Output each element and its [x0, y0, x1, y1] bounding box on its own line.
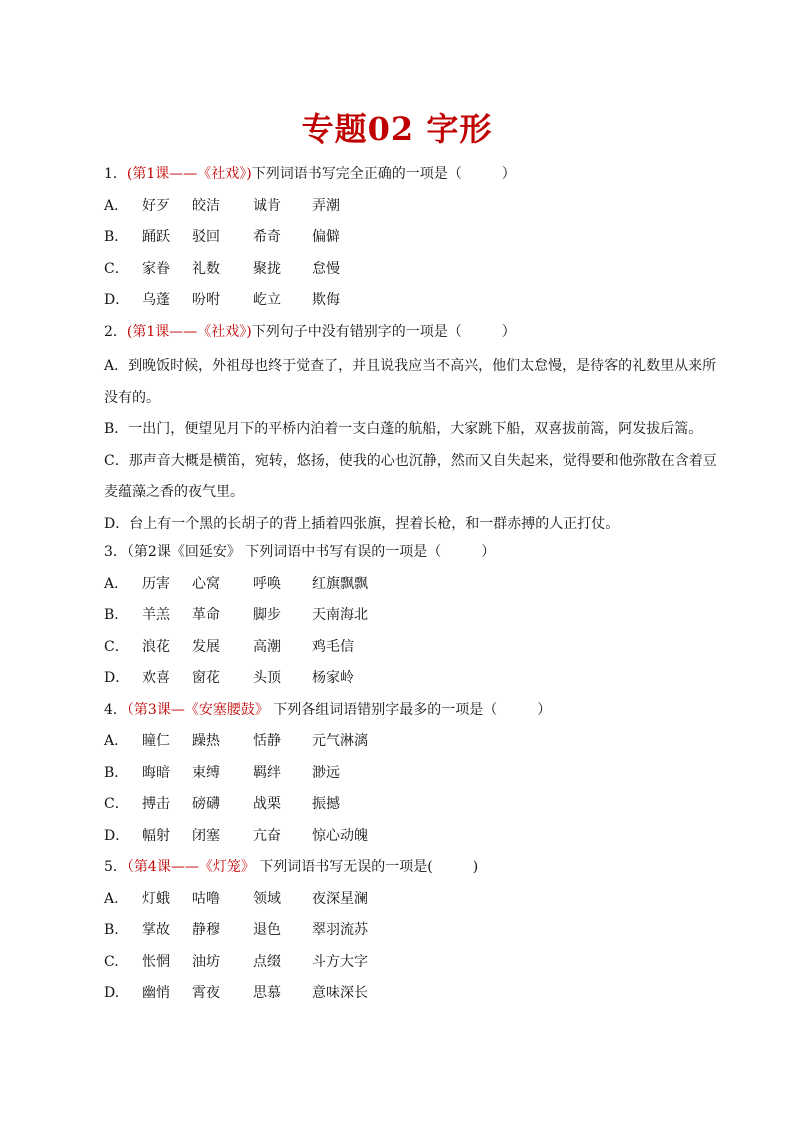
- sentence-option-c: C．那声音大概是横笛，宛转，悠扬，使我的心也沉静，然而又自失起来，觉得要和他弥散在含着豆麦蕴藻之香的夜气里。: [104, 452, 717, 500]
- question-list: [104, 162, 724, 1013]
- sentence-option-d: D．台上有一个黑的长胡子的背上插着四张旗，捏着长枪，和一群赤搏的人正打仗。: [104, 515, 620, 532]
- question-5-stem: 5．（第4课——《灯笼》 下列词语书写无误的一项是( ): [104, 859, 479, 875]
- question-text: 下列句子中没有错别字的一项是（: [251, 323, 462, 340]
- option-a: A. 灯蛾 咕噜 领域 夜深星澜: [104, 890, 368, 907]
- question-text: 下列各组词语错别字最多的一项是（: [273, 701, 498, 718]
- option-d: D． 欢喜 窗花 头顶 杨家岭: [104, 670, 354, 686]
- option-b: B． 晦暗 束缚 羁绊 渺远: [104, 764, 340, 781]
- question-4-stem: 4．（第3课—《安塞腰鼓》 下列各组词语错别字最多的一项是（ ）: [104, 701, 552, 718]
- question-number: 1．: [104, 166, 127, 182]
- question-source: （第2课《回延安》: [126, 544, 241, 560]
- option-d: D． 幅射 闭塞 亢奋 惊心动魄: [104, 827, 368, 844]
- question-source: (第1课——《社戏》): [126, 166, 252, 182]
- option-b: B． 踊跃 驳回 希奇 偏僻: [104, 229, 340, 245]
- question-source: (第1课——《社戏》): [126, 323, 252, 340]
- option-b: B. 掌故 静穆 退色 翠羽流苏: [104, 922, 368, 938]
- question-source: （第3课—《安塞腰鼓》: [126, 701, 269, 718]
- question-text: 下列词语书写完全正确的一项是（: [251, 166, 462, 182]
- sentence-option-a: A．到晚饭时候，外祖母也终于觉查了，并且说我应当不高兴，他们太怠慢，是待客的礼数里从来所没有的。: [104, 358, 717, 406]
- question-source: （第4课——《灯笼》: [126, 859, 255, 875]
- question-number: 4．: [104, 701, 127, 718]
- option-c: C． 浪花 发展 高潮 鸡毛信: [104, 638, 354, 655]
- question-3-stem: 3．（第2课《回延安》 下列词语中书写有误的一项是（ ）: [104, 544, 496, 560]
- question-2-stem: 2．(第1课——《社戏》)下列句子中没有错别字的一项是（ ）: [104, 323, 516, 340]
- option-d: D． 乌蓬 吩咐 屹立 欺侮: [104, 292, 340, 308]
- question-number: 3．: [104, 544, 127, 560]
- question-text: 下列词语中书写有误的一项是（: [245, 544, 442, 560]
- option-b: B． 羊羔 革命 脚步 天南海北: [104, 607, 368, 623]
- option-a: A． 瞳仁 躁热 恬静 元气淋漓: [104, 733, 368, 749]
- option-c: C. 怅惘 油坊 点缀 斗方大字: [104, 953, 368, 970]
- question-number: 5．: [104, 859, 127, 875]
- sentence-option-b: B．一出门，便望见月下的平桥内泊着一支白蓬的航船，大家跳下船，双喜拔前篙，阿发拔后篙。: [104, 421, 703, 437]
- page-title: 专题02 字形: [301, 110, 493, 148]
- question-text: 下列词语书写无误的一项是(: [259, 859, 433, 875]
- option-a: A． 历害 心窝 呼唤 红旗飘飘: [104, 575, 368, 592]
- question-1-stem: 1．(第1课——《社戏》)下列词语书写完全正确的一项是（ ）: [104, 166, 516, 182]
- option-a: A． 好歹 皎洁 诚肯 弄潮: [104, 197, 340, 214]
- option-d: D. 幽悄 霄夜 思慕 意味深长: [104, 985, 368, 1001]
- option-c: C． 家眷 礼数 聚拢 怠慢: [104, 260, 340, 277]
- question-number: 2．: [104, 323, 127, 340]
- option-c: C． 搏击 磅礴 战栗 振撼: [104, 796, 340, 812]
